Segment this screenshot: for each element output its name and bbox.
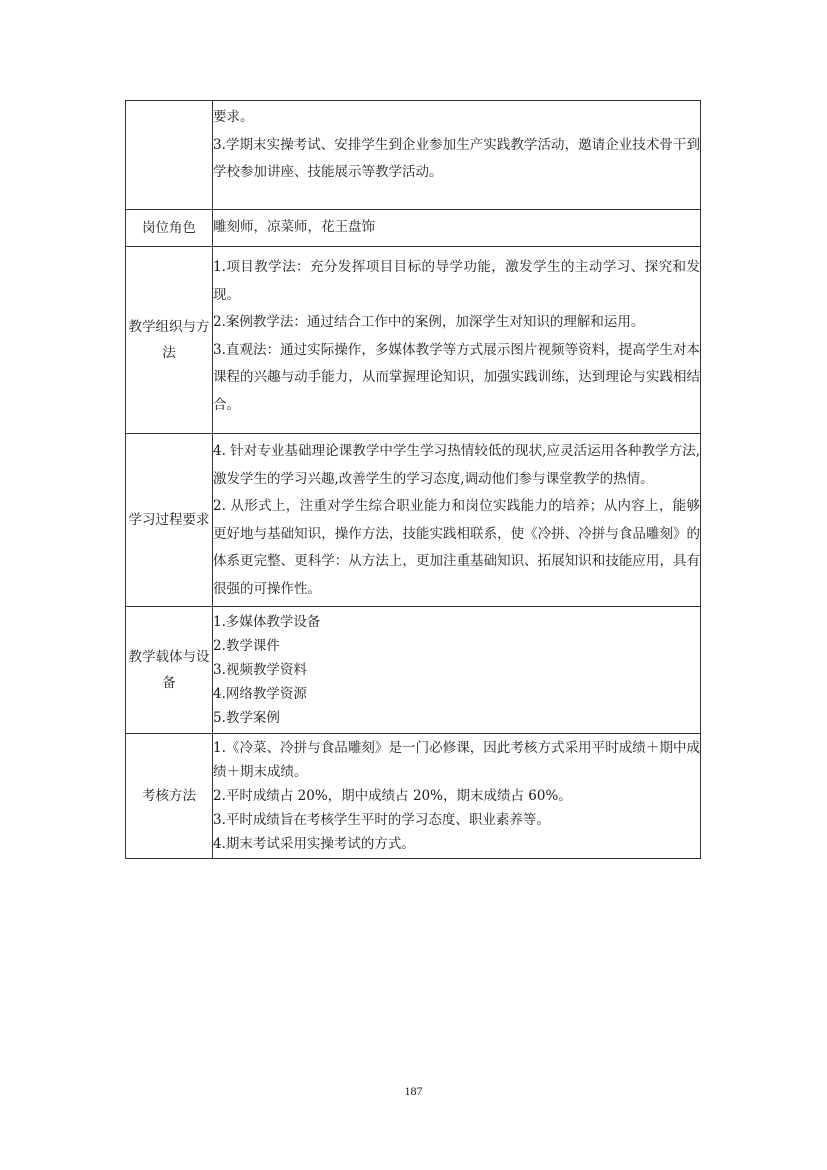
table-row-teaching-methods xyxy=(126,247,701,434)
paragraph: 雕刻师，凉菜师，花王盘饰 xyxy=(213,219,375,236)
row-content xyxy=(213,210,701,247)
paragraph: 3.学期末实操考试、安排学生到企业参加生产实践教学活动，邀请企业技术骨干到学校参加讲座、技能展示等教学活动。 xyxy=(213,136,700,180)
paragraph: 1.项目教学法：充分发挥项目目标的导学功能，激发学生的主动学习、探究和发现。 xyxy=(213,259,700,303)
paragraph: 4.网络教学资源 xyxy=(213,686,307,702)
paragraph: 3.平时成绩旨在考核学生平时的学习态度、职业素养等。 xyxy=(213,812,550,828)
row-label: 学习过程要求 xyxy=(126,434,213,607)
table-row-job-roles xyxy=(126,210,701,247)
page-number: 187 xyxy=(404,1084,423,1098)
row-content xyxy=(213,607,701,734)
course-info-table xyxy=(125,100,701,859)
paragraph: 要求。 xyxy=(213,109,254,125)
table-row-continued xyxy=(126,101,701,210)
row-label: 教学载体与设备 xyxy=(126,607,213,734)
paragraph: 1.多媒体教学设备 xyxy=(213,614,321,630)
paragraph: 4. 针对专业基础理论课教学中学生学习热情较低的现状,应灵活运用各种教学方法,激发学生的学习兴趣,改善学生的学习态度,调动他们参与课堂教学的热情。 xyxy=(213,443,700,487)
table-row-teaching-equipment xyxy=(126,607,701,734)
paragraph: 2.案例教学法：通过结合工作中的案例，加深学生对知识的理解和运用。 xyxy=(213,314,645,330)
paragraph: 3.视频教学资料 xyxy=(213,662,307,678)
paragraph: 3.直观法：通过实际操作，多媒体教学等方式展示图片视频等资料，提高学生对本课程的兴趣与动手能力，从而掌握理论知识，加强实践训练，达到理论与实践相结合。 xyxy=(213,341,700,413)
row-label xyxy=(126,101,213,210)
table-row-learning-requirements xyxy=(126,434,701,607)
row-label: 考核方法 xyxy=(126,734,213,859)
paragraph: 5.教学案例 xyxy=(213,710,280,726)
row-content xyxy=(213,247,701,434)
paragraph: 1.《冷菜、冷拼与食品雕刻》是一门必修课，因此考核方式采用平时成绩＋期中成绩＋期末成绩。 xyxy=(213,740,700,780)
row-label: 教学组织与方法 xyxy=(126,247,213,434)
paragraph: 2.平时成绩占 20%，期中成绩占 20%，期末成绩占 60%。 xyxy=(213,788,572,804)
paragraph: 2.教学课件 xyxy=(213,638,280,654)
table-row-assessment xyxy=(126,734,701,859)
paragraph: 4.期末考试采用实操考试的方式。 xyxy=(213,836,415,852)
row-content xyxy=(213,734,701,859)
row-content xyxy=(213,434,701,607)
row-label: 岗位角色 xyxy=(126,210,213,247)
paragraph: 2. 从形式上，注重对学生综合职业能力和岗位实践能力的培养；从内容上，能够更好地与基础知识，操作方法，技能实践相联系，使《冷拼、冷拼与食品雕刻》的体系更完整、更科学：从方法上，更加注重基础知识、拓展知识和技能应用，具有很强的可操作性。 xyxy=(213,498,700,597)
row-content xyxy=(213,101,701,210)
